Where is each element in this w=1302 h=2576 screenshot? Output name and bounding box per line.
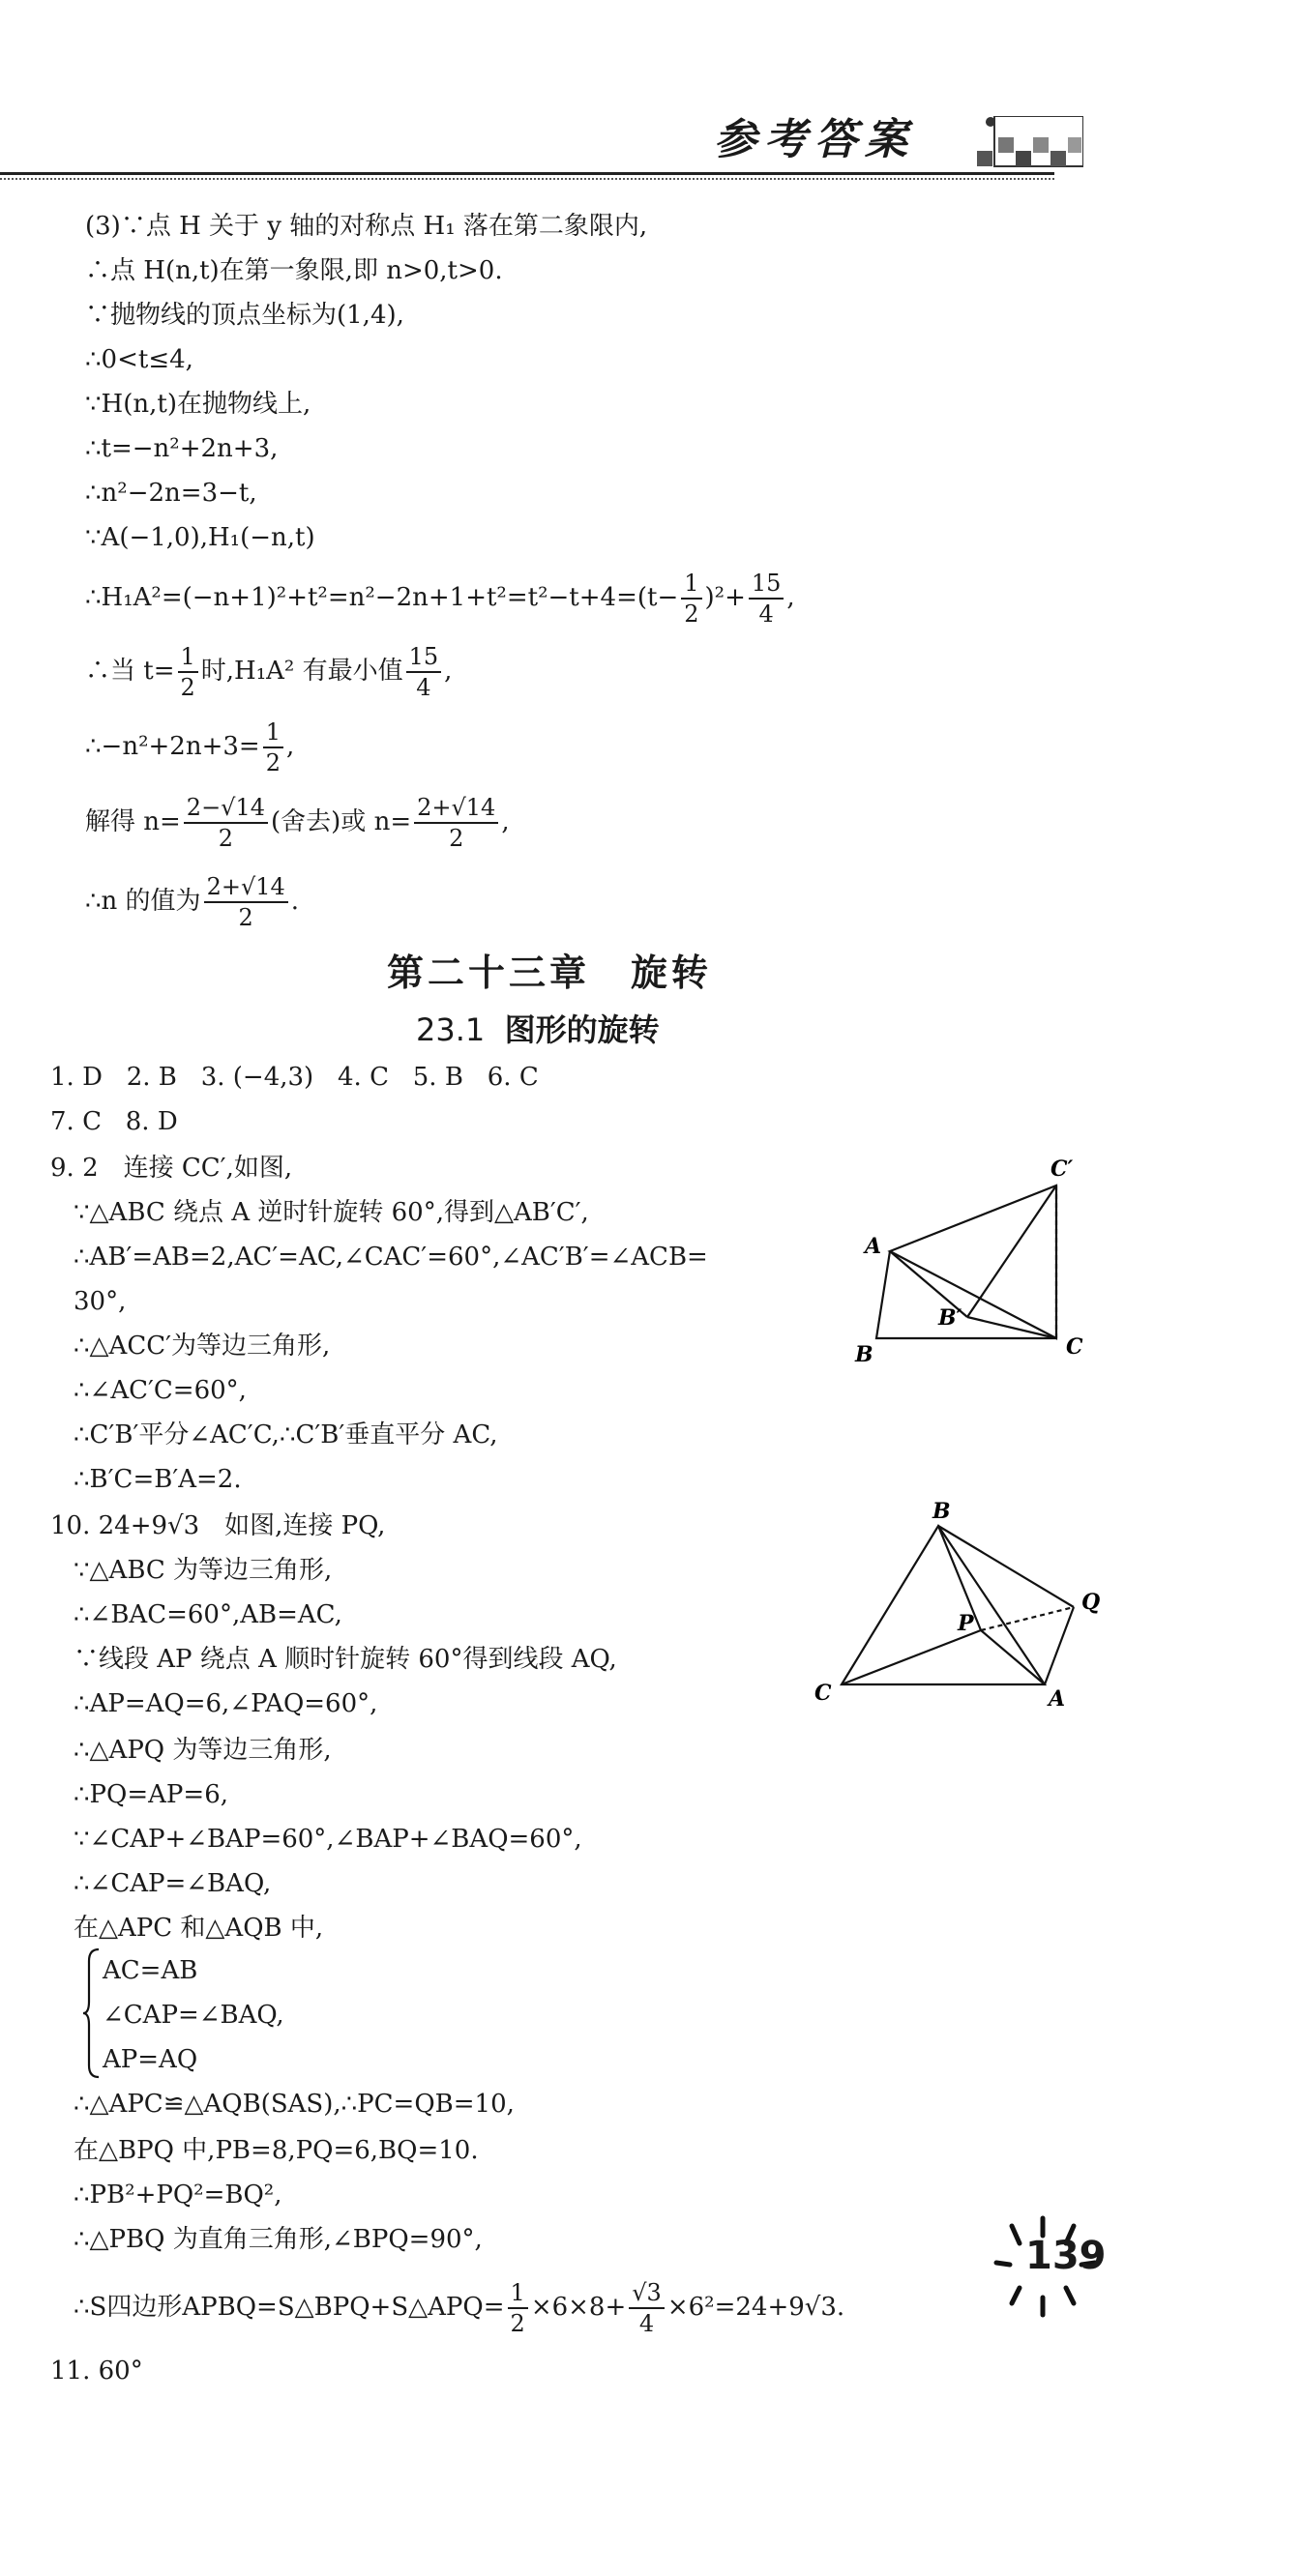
q10-line-10: 在△APC 和△AQB 中, xyxy=(74,1914,324,1943)
h1a-line: ∴H₁A²=(−n+1)²+t²=n²−2n+1+t²=t²−t+4=(t− $\frac{1}{2}$ )²+ $\frac{15}{4}$ , xyxy=(85,570,795,628)
q10b-line-2: 在△BPQ 中,PB=8,PQ=6,BQ=10. xyxy=(74,2136,479,2165)
solve-line: 解得 n= $\frac{2-√14}{2}$ (舍去)或 n= $\frac{2+√14}{2}$ , xyxy=(85,794,510,852)
header-checker-icon xyxy=(977,116,1083,180)
q9-line-8: ∴B′C=B′A=2. xyxy=(74,1465,242,1494)
q10b-line-3: ∴PB²+PQ²=BQ², xyxy=(74,2181,282,2210)
q10b-line-4: ∴△PBQ 为直角三角形,∠BPQ=90°, xyxy=(74,2225,483,2254)
page-number: 139 xyxy=(1025,2234,1107,2278)
fig9-label-b: B xyxy=(855,1342,873,1367)
q10-line-2: ∵△ABC 为等边三角形, xyxy=(74,1556,333,1585)
q10-line-8: ∵∠CAP+∠BAP=60°,∠BAP+∠BAQ=60°, xyxy=(74,1825,582,1854)
part3-line-2: ∴点 H(n,t)在第一象限,即 n>0,t>0. xyxy=(85,256,503,285)
area-line: ∴S四边形APBQ=S△BPQ+S△APQ= $\frac{1}{2}$ ×6×8+ $\frac{√3}{4}$ ×6²=24+9√3. xyxy=(74,2279,845,2337)
header-rule xyxy=(0,172,1054,180)
q9-line-2: ∵△ABC 绕点 A 逆时针旋转 60°,得到△AB′C′, xyxy=(74,1198,589,1227)
q9-line-1: 9. 2 连接 CC′,如图, xyxy=(50,1154,293,1183)
chapter-title: 第二十三章 旋转 xyxy=(387,951,713,994)
part3-line-5: ∵H(n,t)在抛物线上, xyxy=(85,390,311,419)
q10-line-3: ∴∠BAC=60°,AB=AC, xyxy=(74,1600,342,1629)
fig10-label-a: A xyxy=(1049,1686,1066,1712)
q9-line-5: ∴△ACC′为等边三角形, xyxy=(74,1332,331,1361)
eq-line: ∴−n²+2n+3= $\frac{1}{2}$ , xyxy=(85,718,295,776)
system-line-2: ∠CAP=∠BAQ, xyxy=(103,2001,284,2030)
q10-line-9: ∴∠CAP=∠BAQ, xyxy=(74,1869,272,1898)
part3-line-4: ∴0<t≤4, xyxy=(85,345,193,374)
part3-line-8: ∵A(−1,0),H₁(−n,t) xyxy=(85,523,315,552)
q9-line-7: ∴C′B′平分∠AC′C,∴C′B′垂直平分 AC, xyxy=(74,1420,498,1449)
part3-line-1: (3)∵点 H 关于 y 轴的对称点 H₁ 落在第二象限内, xyxy=(85,212,648,241)
system-brace xyxy=(83,1947,103,2079)
q10-line-1: 10. 24+9√3 如图,连接 PQ, xyxy=(50,1511,386,1540)
fig10-label-b: B xyxy=(932,1501,951,1524)
q9-line-3: ∴AB′=AB=2,AC′=AC,∠CAC′=60°,∠AC′B′=∠ACB= xyxy=(74,1243,708,1272)
q11-line: 11. 60° xyxy=(50,2356,143,2386)
figure-q10 xyxy=(803,1501,1112,1723)
n-line: ∴n 的值为 $\frac{2+√14}{2}$ . xyxy=(85,873,300,931)
answers-row-2: 7. C 8. D xyxy=(50,1107,178,1136)
header-title: 参考答案 xyxy=(714,115,915,164)
part3-line-6: ∴t=−n²+2n+3, xyxy=(85,434,279,463)
q9-line-4: 30°, xyxy=(74,1287,127,1316)
fig9-label-a: A xyxy=(865,1234,882,1259)
system-line-1: AC=AB xyxy=(103,1956,198,1985)
q9-line-6: ∴∠AC′C=60°, xyxy=(74,1376,247,1405)
fig9-label-c-prime: C′ xyxy=(1050,1156,1074,1182)
fig9-label-c: C xyxy=(1066,1334,1083,1360)
fig9-label-b-prime: B′ xyxy=(938,1305,962,1331)
section-title: 23.1 图形的旋转 xyxy=(416,1011,660,1048)
q10-line-7: ∴PQ=AP=6, xyxy=(74,1780,228,1809)
answers-row-1: 1. D 2. B 3. (−4,3) 4. C 5. B 6. C xyxy=(50,1063,539,1092)
fig10-label-q: Q xyxy=(1081,1590,1101,1615)
q10-line-6: ∴△APQ 为等边三角形, xyxy=(74,1736,332,1765)
q10-line-4: ∵线段 AP 绕点 A 顺时针旋转 60°得到线段 AQ, xyxy=(74,1645,617,1674)
q10-line-5: ∴AP=AQ=6,∠PAQ=60°, xyxy=(74,1689,378,1718)
system-line-3: AP=AQ xyxy=(103,2045,198,2074)
fig10-label-c: C xyxy=(814,1681,832,1706)
fig10-label-p: P xyxy=(958,1611,974,1636)
figure-q9 xyxy=(851,1151,1103,1373)
q10b-line-1: ∴△APC≌△AQB(SAS),∴PC=QB=10, xyxy=(74,2090,515,2119)
part3-line-7: ∴n²−2n=3−t, xyxy=(85,479,257,508)
part3-line-3: ∵抛物线的顶点坐标为(1,4), xyxy=(85,301,404,330)
min-line: ∴当 t= $\frac{1}{2}$ 时,H₁A² 有最小值 $\frac{15}{4}$ , xyxy=(85,643,453,701)
